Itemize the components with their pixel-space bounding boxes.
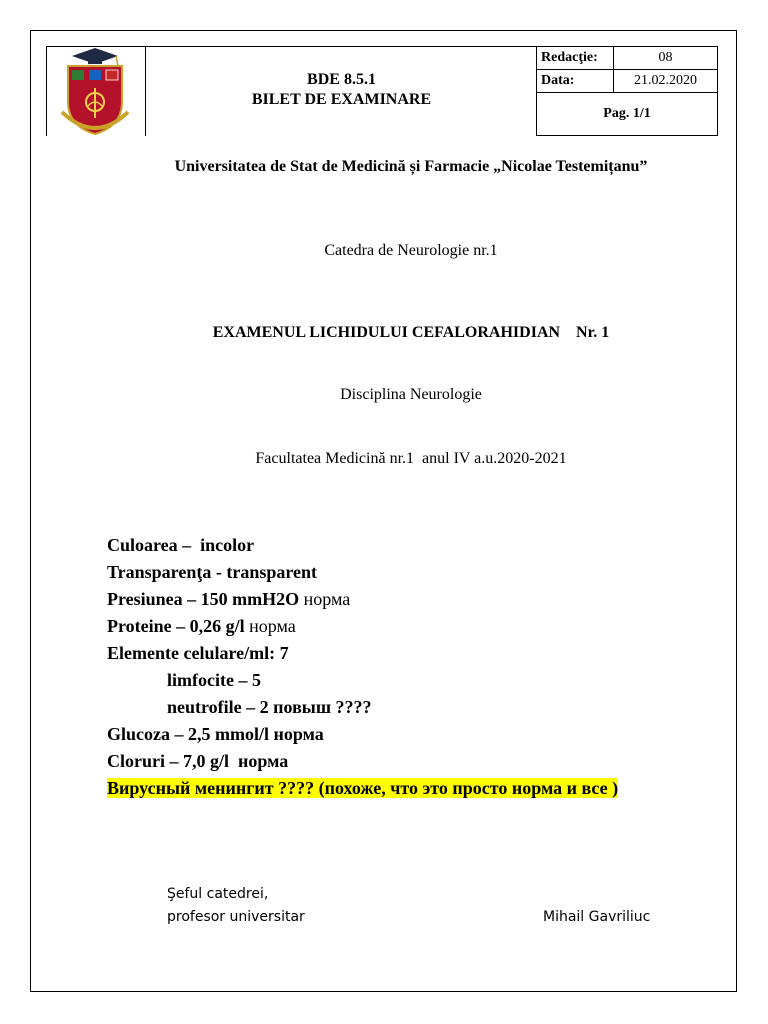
result-line — [107, 748, 618, 775]
signature-line-1: Şeful catedrei, — [167, 886, 269, 902]
result-line — [107, 721, 618, 748]
discipline-name: Disciplina Neurologie — [340, 386, 482, 403]
page-number: Pag. 1/1 — [537, 93, 718, 136]
signature-line-2: profesor universitar — [167, 909, 305, 925]
result-text: Elemente celulare/ml: 7 — [107, 643, 289, 663]
result-note: норма — [299, 589, 351, 609]
conclusion-highlight: Вирусный менингит ???? (похоже, что это просто норма и все ) — [107, 778, 619, 798]
header-top-line — [146, 46, 537, 47]
header-title-block — [146, 70, 537, 110]
university-name: Universitatea de Stat de Medicină și Farmacie „Nicolae Testemițanu” — [174, 158, 648, 175]
result-text: Proteine – 0,26 g/l — [107, 616, 245, 636]
result-text: Presiunea – 150 mmH2O — [107, 589, 300, 609]
result-line — [107, 694, 618, 721]
signature-title — [167, 883, 305, 929]
result-line — [107, 640, 618, 667]
result-line — [107, 613, 618, 640]
meta-row-data — [537, 70, 718, 93]
document-type: BILET DE EXAMINARE — [251, 91, 432, 108]
csf-results — [107, 532, 618, 802]
meta-label: Data: — [537, 70, 614, 93]
result-line — [107, 532, 618, 559]
signatory-name: Mihail Gavriliuc — [543, 909, 651, 925]
result-text: limfocite – 5 — [167, 670, 261, 690]
exam-title: EXAMENUL LICHIDULUI CEFALORAHIDIAN Nr. 1 — [212, 324, 610, 341]
result-note: норма — [244, 616, 296, 636]
meta-row-redactie — [537, 47, 718, 70]
result-line — [107, 586, 618, 613]
department-name: Catedra de Neurologie nr.1 — [324, 242, 498, 259]
result-line — [107, 667, 618, 694]
result-text: neutrofile – 2 повыш ???? — [167, 697, 372, 717]
meta-value: 21.02.2020 — [614, 70, 718, 93]
faculty-line: Facultatea Medicină nr.1 anul IV a.u.2020-2021 — [255, 450, 567, 467]
meta-value: 08 — [614, 47, 718, 70]
result-text: Glucoza – 2,5 mmol/l норма — [107, 724, 324, 744]
document-code: BDE 8.5.1 — [307, 71, 376, 88]
result-line — [107, 559, 618, 586]
result-text: Transparenţa - transparent — [107, 562, 318, 582]
result-text: Culoarea – incolor — [107, 535, 255, 555]
university-crest-logo — [58, 46, 132, 138]
document-meta-table — [536, 46, 718, 136]
meta-row-page — [537, 93, 718, 136]
conclusion-line — [107, 775, 618, 802]
meta-label: Redacţie: — [537, 47, 614, 70]
result-text: Cloruri – 7,0 g/l норма — [107, 751, 289, 771]
